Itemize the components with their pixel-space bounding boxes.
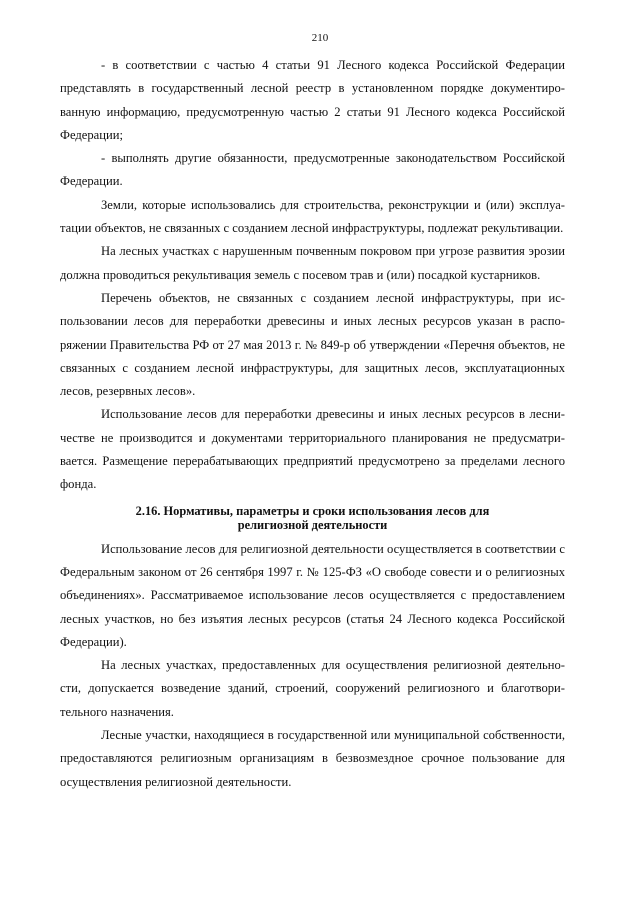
page-number: 210 (311, 32, 329, 44)
paragraph-erosion-recultivation: На лесных участках с нарушенным почвенным покровом при угрозе развития эрозии должна проводиться рекультивация земель с посевом трав и (или) посадкой кустарников. (60, 244, 565, 282)
paragraph-religious-use-law: Использование лесов для религиозной деятельности осуществляется в соответствии с Федеральным законом от 26 сентября 1997 г. № 125-ФЗ «О свободе совести и о религиозных объединениях». Рассматриваемое использование лесов осуществляется с предоставлением лесных участков, но без изъятия лесных ресурсов (статья 24 Лесного кодекса Российской Федерации). (60, 541, 565, 649)
paragraph-objects-list: Перечень объектов, не связанных с созданием лесной инфраструктуры, при использовании лесов для переработки древесины и иных лесных ресурсов указан в распоряжении Правительства РФ от 27 мая 2013 г. № 849-р об утверждении «Перечня объектов, не связанных с созданием лесной инфраструктуры, для защитных лесов, эксплуатационных лесов, резервных лесов». (60, 290, 565, 399)
paragraph-submit-to-forest-registry: - в соответствии с частью 4 статьи 91 Лесного кодекса Российской Федерации представлять в государственный лесной реестр в установленном порядке документированную информацию, предусмотренную частью 2 статьи 91 Лесного кодекса Российской Федерации; (60, 58, 565, 142)
paragraph-free-use: Лесные участки, находящиеся в государственной или муниципальной собственности, предоставляются религиозным организациям в безвозмездное срочное пользование для осуществления религиозной деятельности. (60, 728, 565, 789)
page-content (60, 54, 565, 794)
paragraph-land-recultivation: Земли, которые использовались для строительства, реконструкции и (или) эксплуатации объектов, не связанных с созданием лесной инфраструктуры, подлежат рекультивации. (60, 197, 565, 236)
section-heading (60, 504, 565, 532)
paragraph-religious-buildings: На лесных участках, предоставленных для осуществления религиозной деятельности, допускается возведение зданий, строений, сооружений религиозного и благотворительного назначения. (60, 658, 565, 719)
section-heading-line-2: религиозной деятельности (237, 517, 388, 532)
section-heading-line-1: 2.16. Нормативы, параметры и сроки использования лесов для (135, 503, 490, 518)
paragraph-wood-processing: Использование лесов для переработки древесины и иных лесных ресурсов в лесничестве не производится и документами территориального планирования не предусматривается. Размещение перерабатывающих предприятий предусмотрено за пределами лесного фонда. (60, 407, 565, 492)
paragraph-other-obligations: - выполнять другие обязанности, предусмотренные законодательством Российской Федерации. (60, 151, 565, 189)
